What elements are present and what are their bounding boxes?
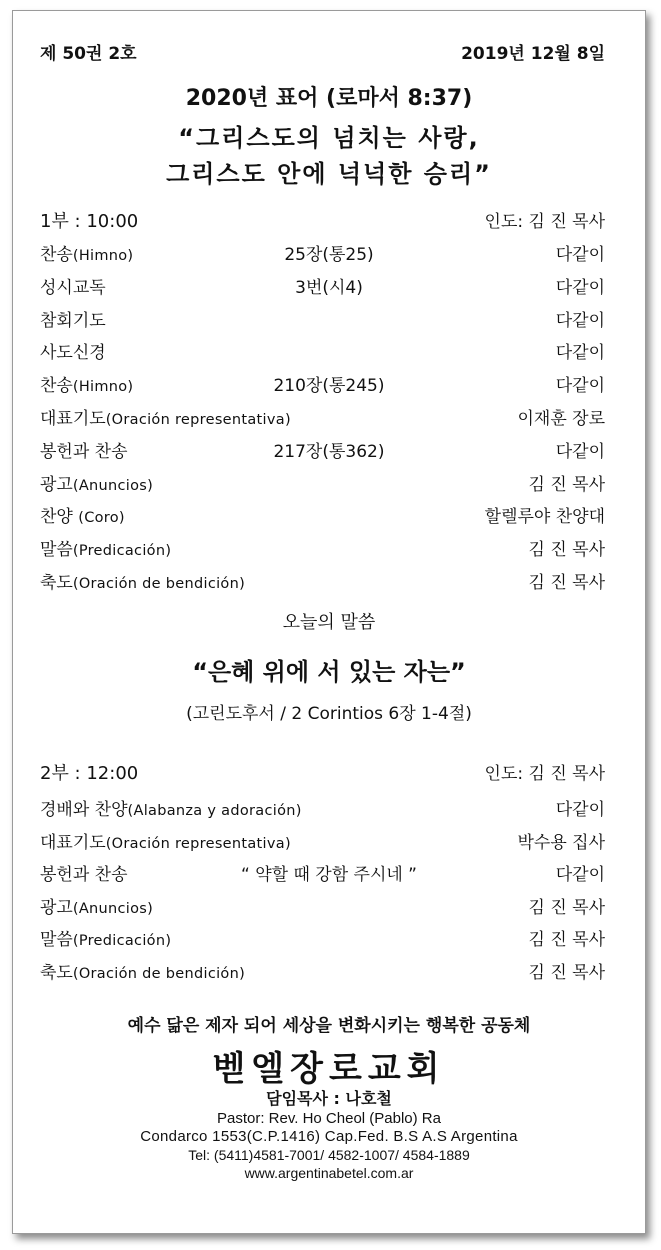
church-website: www.argentinabetel.com.ar — [244, 1165, 414, 1181]
order-item-name — [40, 568, 245, 593]
order-item — [13, 795, 645, 821]
order-item-hymn: “ 약할 때 강함 주시네 ” — [240, 865, 417, 886]
order-item-hymn: 25장(통25) — [284, 245, 374, 265]
order-item-name — [40, 860, 128, 885]
order-item — [13, 893, 645, 919]
order-item-hymn: 210장(통245) — [273, 376, 385, 397]
service2-leader: 인도: 김 진 목사 — [484, 764, 605, 784]
order-item-spanish: (Anuncios) — [72, 477, 154, 494]
order-item-name — [40, 958, 245, 983]
order-item-name — [40, 535, 171, 560]
order-item — [13, 273, 645, 299]
church-name: 벧엘장로교회 — [212, 1049, 446, 1089]
order-item-performer: 김 진 목사 — [528, 474, 605, 495]
order-item-name — [40, 828, 291, 853]
order-item — [13, 568, 645, 594]
order-item-name — [40, 437, 128, 462]
order-item-name — [40, 795, 302, 820]
order-item-spanish: (Alabanza y adoración) — [127, 803, 302, 819]
order-item — [13, 371, 645, 397]
order-item-spanish: (Oración de bendición) — [72, 576, 246, 592]
church-address: Condarco 1553(C.P.1416) Cap.Fed. B.S A.S Argentina — [140, 1128, 518, 1145]
order-item-korean: 광고 — [40, 474, 73, 495]
order-item-performer: 김 진 목사 — [528, 573, 605, 593]
senior-pastor: 담임목사 : 나호철 — [266, 1089, 392, 1108]
order-item-performer: 이재훈 장로 — [517, 409, 605, 429]
bulletin-page — [12, 10, 646, 1234]
order-item-name — [40, 893, 153, 918]
order-item-performer: 다같이 — [555, 441, 605, 462]
church-phone: Tel: (5411)4581-7001/ 4582-1007/ 4584-1889 — [188, 1147, 470, 1163]
order-item — [13, 925, 645, 951]
order-item-spanish: (Predicación) — [72, 543, 172, 560]
order-item — [13, 470, 645, 496]
order-item — [13, 958, 645, 984]
order-item-korean: 찬송 — [40, 245, 73, 265]
order-item — [13, 240, 645, 266]
order-item-korean: 광고 — [40, 897, 73, 918]
order-item-korean: 말씀 — [40, 540, 73, 561]
order-item-performer: 김 진 목사 — [528, 930, 605, 951]
order-item — [13, 404, 645, 430]
order-item-name — [40, 371, 133, 396]
service2-header — [13, 759, 645, 785]
order-item-performer: 다같이 — [555, 310, 605, 331]
order-item-korean: 대표기도 — [40, 409, 106, 429]
order-item-performer: 다같이 — [555, 865, 605, 886]
order-item-spanish: (Coro) — [78, 510, 125, 527]
order-item — [13, 437, 645, 463]
order-item-performer: 김 진 목사 — [528, 963, 605, 983]
order-item-korean: 사도신경 — [40, 343, 106, 364]
order-item-spanish: (Himno) — [72, 248, 134, 264]
order-item-performer: 박수용 집사 — [517, 832, 605, 853]
order-item-hymn: 217장(통362) — [273, 441, 385, 462]
order-item-hymn: 3번(시4) — [295, 277, 363, 298]
service2-label: 2부 : 12:00 — [40, 763, 139, 784]
order-item-spanish: (Oración de bendición) — [72, 966, 246, 982]
order-item-name — [40, 404, 291, 429]
order-item-korean: 봉헌과 찬송 — [40, 441, 128, 462]
order-item-korean: 봉헌과 찬송 — [40, 865, 128, 886]
service1-leader: 인도: 김 진 목사 — [484, 212, 605, 232]
service1-header — [13, 207, 645, 233]
order-item-performer: 다같이 — [555, 343, 605, 364]
motto-title: 2020년 표어 (로마서 8:37) — [185, 86, 473, 111]
order-item-name — [40, 338, 106, 363]
order-item-korean: 경배와 찬양 — [40, 800, 128, 820]
order-item-name — [40, 273, 106, 298]
order-item-performer: 다같이 — [555, 245, 605, 265]
motto-line-2: 그리스도 안에 넉넉한 승리” — [166, 160, 492, 188]
order-item — [13, 306, 645, 332]
volume-number: 제 50권 2호 — [40, 44, 137, 64]
order-item — [13, 535, 645, 561]
order-item-korean: 찬양 — [40, 507, 79, 528]
order-item-performer: 김 진 목사 — [528, 897, 605, 918]
order-item — [13, 860, 645, 886]
order-item-name — [40, 470, 153, 495]
sermon-title: “은혜 위에 서 있는 자는” — [192, 658, 466, 686]
order-item-performer: 다같이 — [555, 277, 605, 298]
order-item-performer: 다같이 — [555, 376, 605, 397]
order-item-performer: 다같이 — [555, 800, 605, 820]
sermon-label: 오늘의 말씀 — [282, 612, 376, 633]
order-item-korean: 참회기도 — [40, 310, 106, 331]
order-item-korean: 찬송 — [40, 376, 73, 397]
order-item-spanish: (Himno) — [72, 379, 134, 396]
service1-label: 1부 : 10:00 — [40, 211, 139, 232]
motto-line-1: “그리스도의 넘치는 사랑, — [178, 124, 480, 152]
pastor-english: Pastor: Rev. Ho Cheol (Pablo) Ra — [217, 1110, 441, 1127]
order-item-performer: 할렐루야 찬양대 — [484, 507, 605, 528]
order-item-name — [40, 925, 171, 950]
order-item-korean: 대표기도 — [40, 832, 106, 853]
order-item-korean: 축도 — [40, 963, 73, 983]
order-item-name — [40, 306, 106, 331]
order-item-korean: 성시교독 — [40, 277, 106, 298]
order-item-performer: 김 진 목사 — [528, 540, 605, 561]
sermon-reference: (고린도후서 / 2 Corintios 6장 1-4절) — [186, 704, 472, 724]
order-item-name — [40, 502, 125, 527]
bulletin-date: 2019년 12월 8일 — [461, 44, 605, 64]
order-item — [13, 502, 645, 528]
order-item-spanish: (Oración representativa) — [105, 412, 291, 428]
order-item — [13, 828, 645, 854]
order-item-spanish: (Oración representativa) — [105, 835, 291, 852]
church-slogan: 예수 닮은 제자 되어 세상을 변화시키는 행복한 공동체 — [127, 1016, 531, 1036]
order-item-spanish: (Anuncios) — [72, 900, 154, 917]
order-item-name — [40, 240, 133, 265]
order-item-korean: 말씀 — [40, 930, 73, 951]
order-item-spanish: (Predicación) — [72, 933, 172, 950]
order-item — [13, 338, 645, 364]
order-item-korean: 축도 — [40, 573, 73, 593]
